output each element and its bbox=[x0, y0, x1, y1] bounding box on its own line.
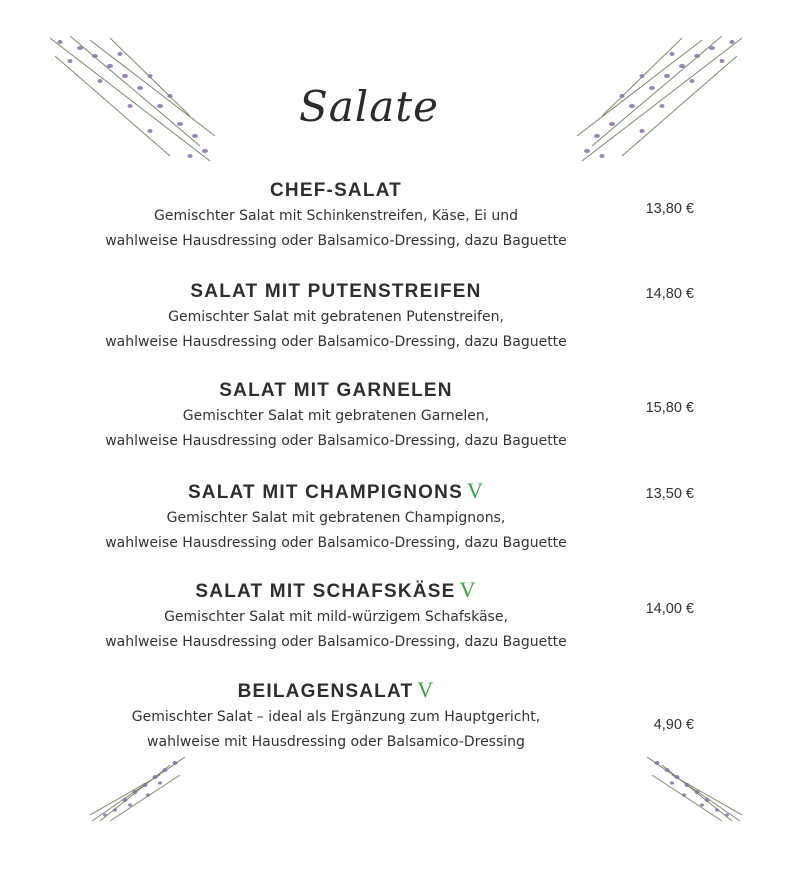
lavender-bottom-left-icon bbox=[90, 755, 190, 823]
item-description-line: wahlweise Hausdressing oder Balsamico-Dressing, dazu Baguette bbox=[105, 334, 567, 350]
item-description bbox=[80, 204, 592, 254]
item-price: 14,80 € bbox=[645, 286, 694, 302]
lavender-bottom-right-icon bbox=[642, 755, 742, 823]
item-description-line: wahlweise mit Hausdressing oder Balsamico-Dressing bbox=[147, 734, 525, 750]
menu-item-salat-mit-schafskaese bbox=[80, 579, 592, 655]
vegetarian-mark: V bbox=[417, 677, 435, 702]
item-description-line: wahlweise Hausdressing oder Balsamico-Dressing, dazu Baguette bbox=[105, 535, 567, 551]
item-name: SALAT MIT CHAMPIGNONS bbox=[187, 482, 463, 503]
item-price: 13,50 € bbox=[645, 486, 694, 502]
item-description-line: Gemischter Salat mit gebratenen Garnelen, bbox=[182, 408, 490, 424]
item-description bbox=[80, 404, 592, 454]
item-name: CHEF-SALAT bbox=[270, 180, 402, 201]
item-description bbox=[80, 705, 592, 755]
vegetarian-mark: V bbox=[459, 577, 477, 602]
item-price: 4,90 € bbox=[653, 717, 694, 733]
item-price: 14,00 € bbox=[645, 601, 694, 617]
item-description-line: Gemischter Salat mit gebratenen Champignons, bbox=[166, 510, 506, 526]
item-description-line: wahlweise Hausdressing oder Balsamico-Dressing, dazu Baguette bbox=[105, 634, 567, 650]
item-description-line: wahlweise Hausdressing oder Balsamico-Dressing, dazu Baguette bbox=[105, 433, 567, 449]
vegetarian-mark: V bbox=[466, 478, 485, 503]
item-description-line: Gemischter Salat mit Schinkenstreifen, Käse, Ei und bbox=[153, 208, 518, 224]
item-name: SALAT MIT SCHAFSKÄSE bbox=[195, 581, 456, 602]
item-price: 15,80 € bbox=[645, 400, 694, 416]
menu-item-chef-salat bbox=[80, 180, 592, 254]
page-title: Salate bbox=[298, 82, 440, 131]
menu-item-salat-mit-garnelen bbox=[80, 380, 592, 454]
item-description bbox=[80, 305, 592, 355]
item-description-line: Gemischter Salat – ideal als Ergänzung zum Hauptgericht, bbox=[131, 709, 541, 725]
menu-item-salat-mit-champignons bbox=[80, 480, 592, 556]
menu-item-salat-mit-putenstreifen bbox=[80, 281, 592, 355]
item-name: BEILAGENSALAT bbox=[237, 681, 414, 702]
item-description bbox=[80, 605, 592, 655]
item-description-line: Gemischter Salat mit mild-würzigem Schafskäse, bbox=[164, 609, 508, 625]
menu-item-beilagensalat bbox=[80, 679, 592, 755]
item-description bbox=[80, 506, 592, 556]
item-description-line: Gemischter Salat mit gebratenen Putenstreifen, bbox=[168, 309, 504, 325]
item-description-line: wahlweise Hausdressing oder Balsamico-Dressing, dazu Baguette bbox=[105, 233, 567, 249]
item-price: 13,80 € bbox=[645, 201, 694, 217]
item-name: SALAT MIT PUTENSTREIFEN bbox=[190, 281, 482, 302]
item-name: SALAT MIT GARNELEN bbox=[219, 380, 453, 401]
